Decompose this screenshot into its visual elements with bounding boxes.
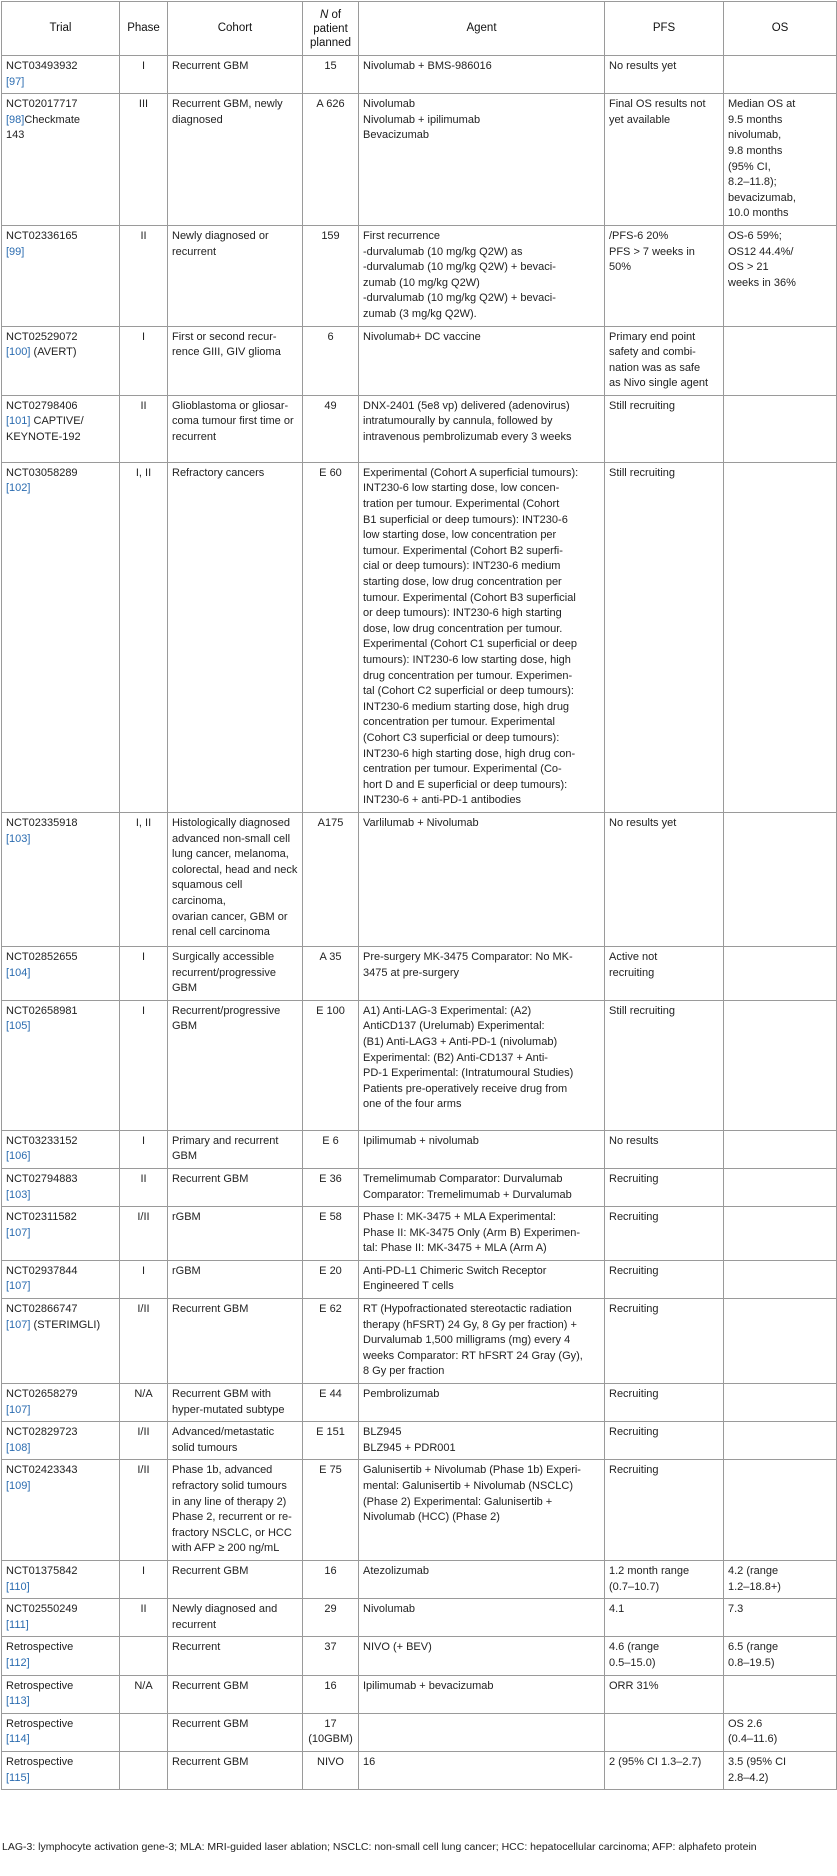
trial-reference-line (6, 1733, 30, 1745)
trial-id: NCT03493932 (6, 60, 78, 72)
cell-cohort: Newly diagnosed and recurrent (168, 1599, 303, 1637)
cell-n-patients: 49 (303, 395, 359, 462)
cell-cohort: Recurrent GBM (168, 1560, 303, 1598)
trial-reference-line (6, 482, 30, 494)
cell-cohort: Primary and recurrent GBM (168, 1130, 303, 1168)
trial-suffix: Checkmate 143 (6, 113, 80, 142)
table-row (2, 1299, 837, 1384)
header-trial: Trial (2, 2, 120, 56)
cell-pfs: Recruiting (605, 1299, 724, 1384)
cell-os (724, 1460, 837, 1561)
cell-cohort: Recurrent GBM (168, 1713, 303, 1751)
cell-trial (2, 812, 120, 946)
trial-suffix: (STERIMGLI) (30, 1318, 101, 1331)
cell-cohort: Recurrent GBM (168, 1675, 303, 1713)
cell-agent: Tremelimumab Comparator: Durvalumab Comparator: Tremelimumab + Durvalumab (359, 1168, 605, 1206)
cell-phase: I (120, 1130, 168, 1168)
reference-link[interactable]: [110] (6, 1580, 30, 1593)
cell-phase: I (120, 1560, 168, 1598)
reference-link[interactable]: [112] (6, 1656, 30, 1669)
table-header-row (2, 2, 837, 56)
cell-pfs: Primary end point safety and combi- nation was as safe as Nivo single agent (605, 326, 724, 395)
reference-link[interactable]: [101] (6, 415, 31, 428)
table-row (2, 395, 837, 462)
cell-agent: Ipilimumab + nivolumab (359, 1130, 605, 1168)
cell-pfs: ORR 31% (605, 1675, 724, 1713)
cell-cohort: Recurrent/progressive GBM (168, 1000, 303, 1130)
reference-link[interactable]: [108] (6, 1441, 31, 1454)
cell-pfs: Active not recruiting (605, 946, 724, 1000)
cell-n-patients: 6 (303, 326, 359, 395)
reference-link[interactable]: [114] (6, 1733, 30, 1746)
cell-pfs: Still recruiting (605, 395, 724, 462)
cell-n-patients: E 44 (303, 1384, 359, 1422)
cell-n-patients: 29 (303, 1599, 359, 1637)
cell-os (724, 395, 837, 462)
table-row (2, 1130, 837, 1168)
trial-reference-line (6, 1581, 30, 1593)
cell-phase: I/II (120, 1422, 168, 1460)
cell-phase: I/II (120, 1299, 168, 1384)
trial-reference-line (6, 415, 84, 443)
cell-n-patients: 16 (303, 1675, 359, 1713)
cell-phase: I, II (120, 462, 168, 812)
cell-pfs: No results yet (605, 812, 724, 946)
cell-trial (2, 1422, 120, 1460)
cell-os: Median OS at 9.5 months nivolumab, 9.8 months (95% CI, 8.2–11.8); bevacizumab, 10.0 months (724, 94, 837, 226)
cell-pfs: No results yet (605, 56, 724, 94)
header-n-rest: of patient planned (310, 8, 351, 49)
reference-link[interactable]: [113] (6, 1695, 30, 1708)
trial-reference-line (6, 346, 77, 358)
cell-os: 4.2 (range 1.2–18.8+) (724, 1560, 837, 1598)
cell-agent: Atezolizumab (359, 1560, 605, 1598)
trial-reference-line (6, 1020, 30, 1032)
trial-reference-line (6, 1150, 30, 1162)
cell-n-patients: E 60 (303, 462, 359, 812)
cell-trial (2, 1713, 120, 1751)
cell-phase: II (120, 395, 168, 462)
trial-id: Retrospective (6, 1641, 74, 1654)
trial-reference-line (6, 1189, 30, 1201)
cell-phase: I (120, 326, 168, 395)
trial-reference-line (6, 114, 80, 142)
reference-link[interactable]: [109] (6, 1480, 31, 1492)
cell-agent: A1) Anti-LAG-3 Experimental: (A2) AntiCD137 (Urelumab) Experimental: (B1) Anti-LAG3 + Anti-PD-1 (nivolumab) Experimental: (B2) Anti-CD137 + Anti- PD-1 Experimental: (Intratumoural Studies) Patients pre-operatively receive drug from one of the four arms (359, 1000, 605, 1130)
cell-pfs: 2 (95% CI 1.3–2.7) (605, 1751, 724, 1789)
trial-id: Retrospective (6, 1755, 74, 1768)
trial-reference-line (6, 1619, 29, 1631)
table-row (2, 94, 837, 226)
cell-os: 3.5 (95% CI 2.8–4.2) (724, 1751, 837, 1789)
cell-phase: I (120, 1000, 168, 1130)
cell-agent: Nivolumab (359, 1599, 605, 1637)
trial-id: NCT02852655 (6, 950, 78, 963)
trial-id: NCT02017717 (6, 98, 78, 111)
table-row (2, 1168, 837, 1206)
cell-pfs: Recruiting (605, 1384, 724, 1422)
cell-trial (2, 1299, 120, 1384)
cell-pfs: 4.1 (605, 1599, 724, 1637)
cell-pfs: Still recruiting (605, 462, 724, 812)
table-footnote: LAG-3: lymphocyte activation gene-3; MLA: MRI-guided laser ablation; NSCLC: non-small cell lung cancer; HCC: hepatocellular carcinoma; AFP: alphafeto protein (2, 1841, 757, 1853)
cell-trial (2, 1207, 120, 1261)
cell-n-patients: E 151 (303, 1422, 359, 1460)
cell-cohort: Recurrent GBM (168, 1168, 303, 1206)
table-row (2, 1637, 837, 1675)
cell-phase: II (120, 1168, 168, 1206)
reference-link[interactable]: [106] (6, 1150, 31, 1163)
cell-pfs: 1.2 month range (0.7–10.7) (605, 1560, 724, 1598)
clinical-trials-table (1, 1, 837, 1790)
cell-phase: II (120, 225, 168, 326)
cell-cohort: Phase 1b, advanced refractory solid tumours in any line of therapy 2) Phase 2, recurrent or re- fractory NSCLC, or HCC with AFP ≥ 200 ng/mL (168, 1460, 303, 1561)
reference-link[interactable]: [100] (6, 346, 31, 359)
cell-os: OS-6 59%; OS12 44.4%/ OS > 21 weeks in 36% (724, 225, 837, 326)
cell-n-patients: E 6 (303, 1130, 359, 1168)
cell-phase: I (120, 946, 168, 1000)
table-row (2, 1207, 837, 1261)
cell-trial (2, 326, 120, 395)
table-row (2, 225, 837, 326)
cell-phase: N/A (120, 1384, 168, 1422)
trial-id: NCT03058289 (6, 466, 78, 479)
header-n-italic: N (319, 8, 329, 21)
reference-link[interactable]: [99] (6, 245, 25, 258)
reference-link[interactable]: [107] (6, 1403, 31, 1416)
cell-trial (2, 225, 120, 326)
table-row (2, 1599, 837, 1637)
cell-cohort: Recurrent GBM (168, 56, 303, 94)
cell-phase (120, 1751, 168, 1789)
trial-reference-line (6, 1280, 30, 1292)
cell-os (724, 462, 837, 812)
header-pfs: PFS (605, 2, 724, 56)
cell-pfs: Recruiting (605, 1260, 724, 1298)
table-row (2, 1713, 837, 1751)
trial-reference-line (6, 1695, 30, 1707)
cell-trial (2, 1260, 120, 1298)
cell-trial (2, 395, 120, 462)
table-row (2, 462, 837, 812)
cell-trial (2, 1560, 120, 1598)
cell-agent: NIVO (+ BEV) (359, 1637, 605, 1675)
cell-phase: I/II (120, 1207, 168, 1261)
cell-n-patients: NIVO (303, 1751, 359, 1789)
cell-os (724, 1168, 837, 1206)
trial-id: NCT02794883 (6, 1172, 78, 1185)
cell-pfs: Still recruiting (605, 1000, 724, 1130)
trial-id: NCT03233152 (6, 1134, 78, 1147)
cell-os (724, 326, 837, 395)
table-row (2, 1384, 837, 1422)
cell-n-patients: E 100 (303, 1000, 359, 1130)
cell-phase: III (120, 94, 168, 226)
cell-agent: RT (Hypofractionated stereotactic radiation therapy (hFSRT) 24 Gy, 8 Gy per fraction) + Durvalumab 1,500 milligrams (mg) every 4 weeks Comparator: RT hFSRT 24 Gray (Gy), 8 Gy per fraction (359, 1299, 605, 1384)
cell-n-patients: 37 (303, 1637, 359, 1675)
cell-n-patients: E 20 (303, 1260, 359, 1298)
cell-cohort: rGBM (168, 1260, 303, 1298)
table-row (2, 1000, 837, 1130)
header-cohort: Cohort (168, 2, 303, 56)
cell-cohort: Surgically accessible recurrent/progressive GBM (168, 946, 303, 1000)
reference-link[interactable]: [115] (6, 1771, 30, 1784)
table-body (2, 56, 837, 1790)
cell-phase: II (120, 1599, 168, 1637)
cell-os: 6.5 (range 0.8–19.5) (724, 1637, 837, 1675)
reference-link[interactable]: [103] (6, 832, 31, 845)
cell-n-patients: E 75 (303, 1460, 359, 1561)
table-row (2, 812, 837, 946)
table-row (2, 946, 837, 1000)
trial-suffix: CAPTIVE/ KEYNOTE-192 (6, 415, 84, 444)
cell-trial (2, 94, 120, 226)
header-os: OS (724, 2, 837, 56)
trial-id: NCT02937844 (6, 1264, 78, 1277)
cell-agent: First recurrence -durvalumab (10 mg/kg Q2W) as -durvalumab (10 mg/kg Q2W) + bevaci- zumab (10 mg/kg Q2W) -durvalumab (10 mg/kg Q2W) + bevaci- zumab (3 mg/kg Q2W). (359, 225, 605, 326)
cell-cohort: Glioblastoma or gliosar- coma tumour first time or recurrent (168, 395, 303, 462)
cell-n-patients: 17 (10GBM) (303, 1713, 359, 1751)
cell-phase: I (120, 1260, 168, 1298)
trial-id: NCT02658981 (6, 1004, 78, 1017)
cell-agent: Ipilimumab + bevacizumab (359, 1675, 605, 1713)
cell-os: 7.3 (724, 1599, 837, 1637)
trial-suffix: (AVERT) (30, 346, 77, 359)
table-row (2, 1460, 837, 1561)
cell-os (724, 812, 837, 946)
trial-id: NCT02798406 (6, 399, 78, 412)
cell-agent: Experimental (Cohort A superficial tumours): INT230-6 low starting dose, low concen- tration per tumour. Experimental (Cohort B1 superficial or deep tumours): INT230-6 low starting dose, low concentration per tumour. Experimental (Cohort B2 superfi- cial or deep tumours): INT230-6 medium starting dose, low drug concentration per tumour. Experimental (Cohort B3 superficial or deep tumours): INT230-6 high starting dose, low drug concentration per tumour. Experimental (Cohort C1 superficial or deep tumours): INT230-6 low starting dose, high drug concentration per tumour. Experimen- tal (Cohort C2 superficial or deep tumours): INT230-6 medium starting dose, high drug concentration per tumour. Experimental (Cohort C3 superficial or deep tumours): INT230-6 high starting dose, high drug con- centration per tumour. Experimental (Co- hort D and E superficial or deep tumours): INT230-6 + anti-PD-1 antibodies (359, 462, 605, 812)
cell-os (724, 1675, 837, 1713)
cell-pfs: 4.6 (range 0.5–15.0) (605, 1637, 724, 1675)
cell-agent: Nivolumab+ DC vaccine (359, 326, 605, 395)
trial-reference-line (6, 1772, 30, 1784)
cell-trial (2, 462, 120, 812)
trial-id: NCT02550249 (6, 1603, 78, 1616)
cell-os (724, 56, 837, 94)
cell-cohort: Recurrent (168, 1637, 303, 1675)
cell-trial (2, 1637, 120, 1675)
cell-agent: Pembrolizumab (359, 1384, 605, 1422)
cell-agent: Varlilumab + Nivolumab (359, 812, 605, 946)
cell-agent: Phase I: MK-3475 + MLA Experimental: Phase II: MK-3475 Only (Arm B) Experimen- tal: Phase II: MK-3475 + MLA (Arm A) (359, 1207, 605, 1261)
cell-cohort: First or second recur- rence GIII, GIV glioma (168, 326, 303, 395)
cell-cohort: Advanced/metastatic solid tumours (168, 1422, 303, 1460)
trial-reference-line (6, 1319, 100, 1331)
trial-id: NCT02829723 (6, 1426, 78, 1439)
cell-trial (2, 946, 120, 1000)
cell-cohort: Newly diagnosed or recurrent (168, 225, 303, 326)
reference-link[interactable]: [103] (6, 1188, 31, 1201)
trial-reference-line (6, 246, 24, 258)
cell-agent: BLZ945 BLZ945 + PDR001 (359, 1422, 605, 1460)
cell-n-patients: A175 (303, 812, 359, 946)
reference-link[interactable]: [105] (6, 1020, 31, 1033)
cell-os (724, 1299, 837, 1384)
cell-cohort: rGBM (168, 1207, 303, 1261)
trial-id: NCT01375842 (6, 1564, 78, 1577)
cell-trial (2, 1168, 120, 1206)
trial-id: NCT02336165 (6, 229, 78, 242)
cell-n-patients: E 58 (303, 1207, 359, 1261)
trial-reference-line (6, 1480, 30, 1492)
trial-reference-line (6, 833, 30, 845)
header-n-patients (303, 2, 359, 56)
table-row (2, 1422, 837, 1460)
reference-link[interactable]: [104] (6, 966, 31, 979)
cell-os (724, 1422, 837, 1460)
cell-phase: I (120, 56, 168, 94)
cell-cohort: Recurrent GBM (168, 1751, 303, 1789)
cell-n-patients: E 36 (303, 1168, 359, 1206)
cell-os: OS 2.6 (0.4–11.6) (724, 1713, 837, 1751)
header-phase: Phase (120, 2, 168, 56)
table-row (2, 1751, 837, 1789)
cell-phase (120, 1713, 168, 1751)
cell-os (724, 1130, 837, 1168)
cell-phase (120, 1637, 168, 1675)
cell-n-patients: A 35 (303, 946, 359, 1000)
trial-reference-line (6, 1657, 30, 1669)
cell-agent: Pre-surgery MK-3475 Comparator: No MK- 3475 at pre-surgery (359, 946, 605, 1000)
trial-id: NCT02335918 (6, 816, 78, 829)
reference-link[interactable]: [107] (6, 1318, 31, 1331)
cell-n-patients: 15 (303, 56, 359, 94)
cell-agent (359, 1713, 605, 1751)
reference-link[interactable]: [111] (6, 1618, 29, 1631)
cell-pfs: Final OS results not yet available (605, 94, 724, 226)
cell-phase: I/II (120, 1460, 168, 1561)
cell-os (724, 946, 837, 1000)
cell-trial (2, 1130, 120, 1168)
reference-link[interactable]: [107] (6, 1280, 31, 1293)
trial-id: NCT02658279 (6, 1388, 78, 1401)
cell-os (724, 1207, 837, 1261)
cell-os (724, 1260, 837, 1298)
trial-id: NCT02423343 (6, 1464, 78, 1477)
cell-n-patients: 16 (303, 1560, 359, 1598)
table-row (2, 56, 837, 94)
table-row (2, 1560, 837, 1598)
cell-cohort: Recurrent GBM, newly diagnosed (168, 94, 303, 226)
reference-link[interactable]: [97] (6, 75, 25, 88)
trial-reference-line (6, 76, 24, 88)
reference-link[interactable]: [107] (6, 1226, 31, 1239)
trial-id: NCT02529072 (6, 330, 78, 343)
cell-trial (2, 1675, 120, 1713)
cell-cohort: Recurrent GBM with hyper-mutated subtype (168, 1384, 303, 1422)
cell-pfs: Recruiting (605, 1207, 724, 1261)
cell-pfs: No results (605, 1130, 724, 1168)
header-agent: Agent (359, 2, 605, 56)
trial-reference-line (6, 1442, 30, 1454)
cell-pfs (605, 1713, 724, 1751)
cell-n-patients: A 626 (303, 94, 359, 226)
cell-agent: Nivolumab Nivolumab + ipilimumab Bevacizumab (359, 94, 605, 226)
trial-id: Retrospective (6, 1717, 74, 1730)
trial-id: Retrospective (6, 1679, 74, 1692)
cell-pfs: Recruiting (605, 1422, 724, 1460)
cell-agent: DNX-2401 (5e8 vp) delivered (adenovirus) intratumourally by cannula, followed by intravenous pembrolizumab every 3 weeks (359, 395, 605, 462)
trial-id: NCT02866747 (6, 1303, 78, 1316)
cell-agent: Nivolumab + BMS-986016 (359, 56, 605, 94)
cell-agent: 16 (359, 1751, 605, 1789)
cell-n-patients: E 62 (303, 1299, 359, 1384)
reference-link[interactable]: [98] (6, 113, 25, 126)
table-row (2, 1675, 837, 1713)
table-row (2, 326, 837, 395)
trial-reference-line (6, 967, 30, 979)
cell-cohort: Histologically diagnosed advanced non-small cell lung cancer, melanoma, colorectal, head and neck squamous cell carcinoma, ovarian cancer, GBM or renal cell carcinoma (168, 812, 303, 946)
reference-link[interactable]: [102] (6, 482, 31, 495)
cell-os (724, 1000, 837, 1130)
table-row (2, 1260, 837, 1298)
cell-pfs: Recruiting (605, 1168, 724, 1206)
cell-agent: Anti-PD-L1 Chimeric Switch Receptor Engineered T cells (359, 1260, 605, 1298)
cell-trial (2, 56, 120, 94)
cell-os (724, 1384, 837, 1422)
cell-trial (2, 1000, 120, 1130)
cell-phase: I, II (120, 812, 168, 946)
cell-cohort: Refractory cancers (168, 462, 303, 812)
cell-pfs: /PFS-6 20% PFS > 7 weeks in 50% (605, 225, 724, 326)
cell-trial (2, 1751, 120, 1789)
trial-id: NCT02311582 (6, 1211, 77, 1224)
cell-cohort: Recurrent GBM (168, 1299, 303, 1384)
trial-reference-line (6, 1227, 30, 1239)
cell-trial (2, 1384, 120, 1422)
cell-agent: Galunisertib + Nivolumab (Phase 1b) Experi- mental: Galunisertib + Nivolumab (NSCLC) (Phase 2) Experimental: Galunisertib + Nivolumab (HCC) (Phase 2) (359, 1460, 605, 1561)
cell-trial (2, 1599, 120, 1637)
trial-reference-line (6, 1404, 30, 1416)
cell-phase: N/A (120, 1675, 168, 1713)
cell-trial (2, 1460, 120, 1561)
cell-pfs: Recruiting (605, 1460, 724, 1561)
cell-n-patients: 159 (303, 225, 359, 326)
